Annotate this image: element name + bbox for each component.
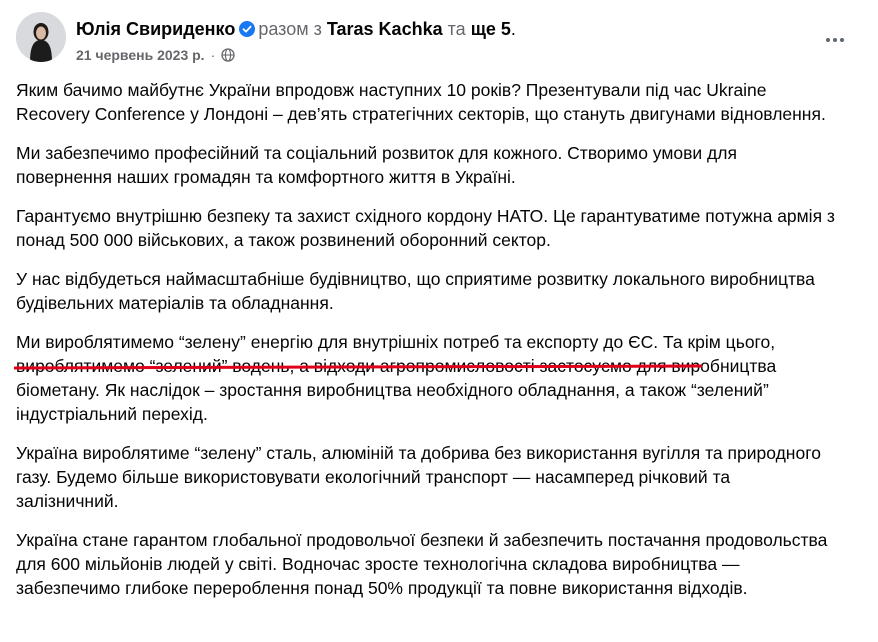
more-options-icon bbox=[826, 38, 830, 42]
paragraph: Україна вироблятиме “зелену” сталь, алюміній та добрива без використання вугілля та природного газу. Будемо більше використовувати екологічний транспорт — насамперед річковий та залізничний. bbox=[16, 443, 821, 511]
paragraph-rest: Та крім цього, вироблятимемо “зелений” водень, а відходи агропромисловості застосуємо для виробництва біометану. Як наслідок – зростання виробництва необхідного обладнання, а також “зелений” індустріальний перехід. bbox=[16, 332, 777, 424]
highlighted-paragraph bbox=[16, 330, 836, 426]
author-avatar[interactable] bbox=[16, 12, 66, 62]
paragraph: Ми забезпечимо професійний та соціальний розвиток для кожного. Створимо умови для повернення наших громадян та комфортного життя в Україні. bbox=[16, 143, 737, 187]
with-label: разом з bbox=[258, 19, 322, 39]
globe-icon[interactable] bbox=[221, 48, 235, 62]
others-link[interactable]: ще 5 bbox=[470, 19, 511, 39]
post-text bbox=[16, 78, 836, 615]
author-name[interactable]: Юлія Свириденко bbox=[76, 19, 236, 39]
and-label: та bbox=[447, 19, 466, 39]
paragraph: У нас відбудеться наймасштабніше будівництво, що сприятиме розвитку локального виробництва будівельних матеріалів та обладнання. bbox=[16, 269, 815, 313]
meta-separator: · bbox=[210, 47, 216, 63]
title-period: . bbox=[510, 19, 516, 39]
tagged-person-link[interactable]: Taras Kachka bbox=[326, 19, 443, 39]
post-title-line bbox=[76, 18, 516, 40]
paragraph: Яким бачимо майбутнє України впродовж наступних 10 років? Презентували під час Ukraine Recovery Conference у Лондоні – дев’ять стратегічних секторів, що стануть двигунами відновлення. bbox=[16, 80, 826, 124]
paragraph: Гарантуємо внутрішню безпеку та захист східного кордону НАТО. Це гарантуватиме потужна армія з понад 500 000 військових, а також розвинений оборонний сектор. bbox=[16, 206, 835, 250]
paragraph: Україна стане гарантом глобальної продовольчої безпеки й забезпечить постачання продовольства для 600 мільйонів людей у світі. Водночас зросте технологічна складова виробництва — забезпечимо глибоке перероблення понад 50% продукції та повне використання відходів. bbox=[16, 530, 828, 598]
post-date-link[interactable]: 21 червень 2023 р. bbox=[76, 47, 205, 63]
highlighted-sentence: Ми вироблятимемо “зелену” енергію для внутрішніх потреб та експорту до ЄС. bbox=[16, 332, 659, 352]
verified-badge-icon bbox=[239, 21, 255, 37]
post-meta bbox=[76, 46, 235, 64]
profile-photo-icon bbox=[16, 12, 66, 62]
more-options-button[interactable] bbox=[820, 30, 850, 50]
post-header bbox=[16, 12, 862, 68]
